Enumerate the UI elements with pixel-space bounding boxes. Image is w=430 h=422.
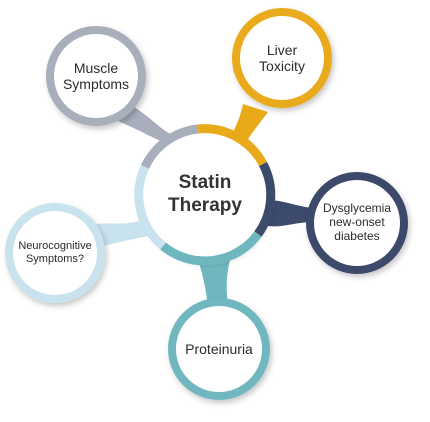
neurocognitive-line-2: Symptoms? bbox=[25, 253, 85, 265]
center-line-1: Statin bbox=[178, 172, 232, 194]
node-proteinuria-label bbox=[177, 329, 261, 369]
neurocognitive-line-1: Neurocognitive bbox=[18, 240, 92, 253]
liver-line-2: Toxicity bbox=[259, 58, 305, 74]
node-neurocognitive-label bbox=[13, 228, 97, 278]
dysglycemia-line-3: diabetes bbox=[334, 228, 380, 243]
dysglycemia-line-2: new-onset bbox=[329, 215, 385, 230]
node-liver-label bbox=[242, 28, 322, 88]
node-muscle-label bbox=[56, 46, 136, 106]
dysglycemia-line-1: Dysglycemia bbox=[322, 201, 391, 216]
muscle-line-1: Muscle bbox=[73, 59, 119, 76]
center-line-2: Therapy bbox=[168, 195, 242, 216]
node-dysglycemia-label bbox=[317, 188, 397, 258]
center-label bbox=[147, 150, 263, 240]
connector-neurocognitive bbox=[96, 220, 148, 246]
muscle-line-2: Symptoms bbox=[62, 76, 130, 92]
proteinuria-line-1: Proteinuria bbox=[185, 340, 253, 357]
liver-line-1: Liver bbox=[266, 41, 298, 58]
